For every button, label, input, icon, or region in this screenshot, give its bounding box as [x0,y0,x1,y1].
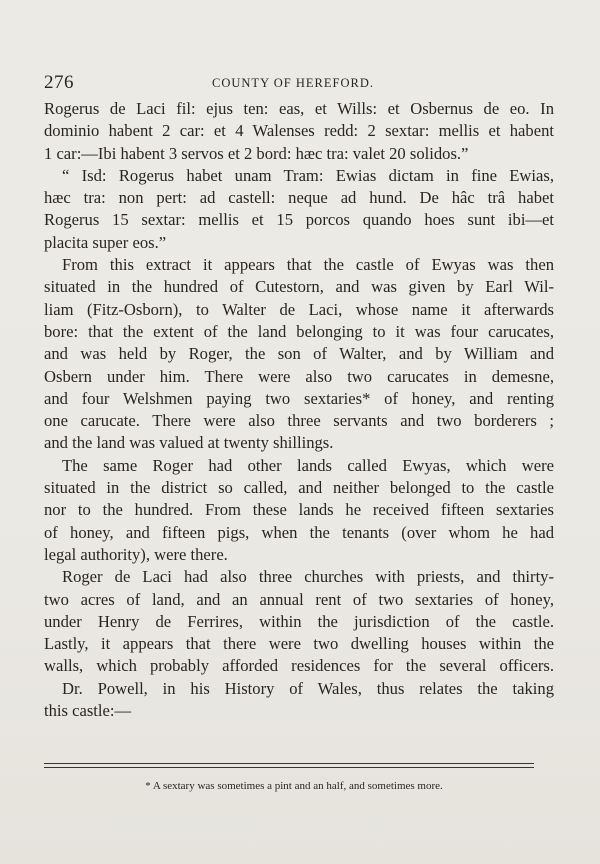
text-line: hæc tra: non pert: ad castell: neque ad hund. De hâc trâ habet [44,188,554,208]
text-line: nor to the hundred. From these lands he received fifteen sextaries [44,500,554,520]
text-line: Rogerus de Laci fil: ejus ten: eas, et Wills: et Osbernus de eo. In [44,99,554,118]
text-line: of honey, and fifteen pigs, when the tenants (over whom he had [44,522,554,542]
running-head: COUNTY OF HEREFORD. [212,76,374,90]
text-line: Roger de Laci had also three churches with priests, and thirty- [62,567,554,587]
text-line: Rogerus 15 sextar: mellis et 15 porcos quando hoes sunt ibi—et [44,210,554,230]
footnote-rule [44,763,534,768]
rule-line [44,763,534,764]
text-line: under Henry de Ferrires, within the jurisdiction of the castle. [44,611,554,631]
text-line: and the land was valued at twenty shillings. [44,433,334,453]
text-line: 1 car:—Ibi habent 3 servos et 2 bord: hæc tra: valet 20 solidos.” [44,143,469,163]
text-line: The same Roger had other lands called Ewyas, which were [62,455,554,475]
page-number: 276 [44,72,74,93]
text-line: Lastly, it appears that there were two dwelling houses within the [44,634,554,654]
text-line: bore: that the extent of the land belonging to it was four carucates, [44,321,554,341]
text-line: situated in the hundred of Cutestorn, and was given by Earl Wil- [44,277,554,297]
footnote: * A sextary was sometimes a pint and an half, and sometimes more. [145,780,443,792]
text-line: situated in the district so called, and neither belonged to the castle [44,478,554,498]
body-text [44,98,554,722]
text-line: legal authority), were there. [44,544,228,564]
rule-line [44,767,534,768]
text-line: Dr. Powell, in his History of Wales, thus relates the taking [62,678,554,698]
text-line: one carucate. There were also three servants and two borderers ; [44,411,554,431]
page-header [44,72,542,94]
text-line: Osbern under him. There were also two carucates in demesne, [44,366,554,386]
text-line: two acres of land, and an annual rent of two sextaries of honey, [44,589,554,609]
text-line: this castle:— [44,701,132,721]
text-line: From this extract it appears that the castle of Ewyas was then [62,255,554,275]
text-line: and was held by Roger, the son of Walter, and by William and [44,344,554,364]
text-line: liam (Fitz-Osborn), to Walter de Laci, whose name it afterwards [44,299,554,319]
text-line: walls, which probably afforded residences for the several officers. [44,656,554,676]
text-line: dominio habent 2 car: et 4 Walenses redd: 2 sextar: mellis et habent [44,121,554,141]
text-line: and four Welshmen paying two sextaries* of honey, and renting [44,388,554,408]
text-line: “ Isd: Rogerus habet unam Tram: Ewias dictam in fine Ewias, [62,165,554,185]
text-line: placita super eos.” [44,232,167,252]
